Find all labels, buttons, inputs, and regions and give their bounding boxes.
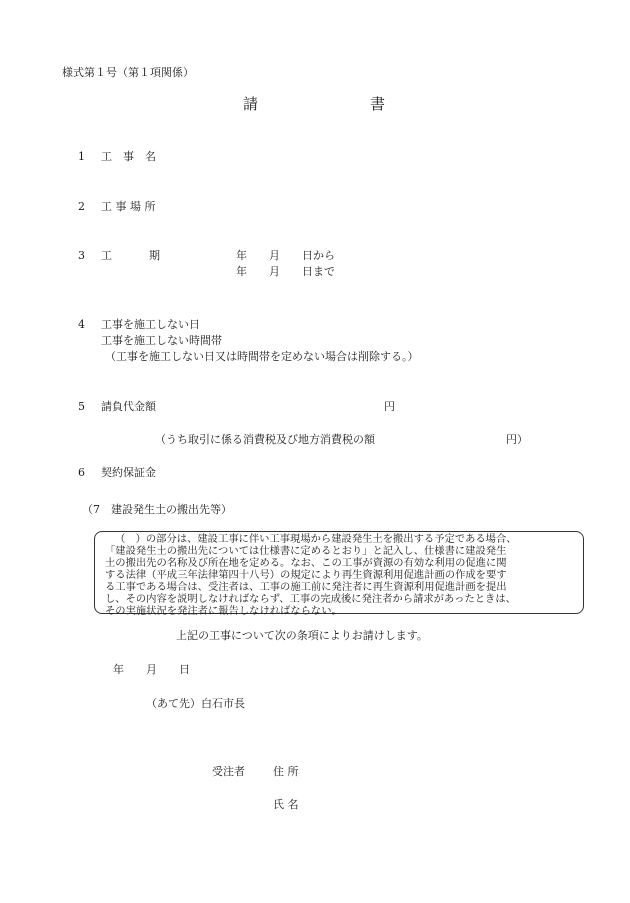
contractor-name-label: 氏 名 — [273, 798, 299, 811]
addressee: （あて先）白石市長 — [146, 697, 245, 710]
soil-note-line: 土の搬出先の名称及び所在地を定める。なお、この工事が資源の有効な利用の促進に関 — [105, 557, 507, 569]
period-from-line: 年 月 日から — [236, 249, 335, 262]
document-title-char-1: 請 — [243, 95, 259, 113]
period-label-b: 期 — [149, 249, 160, 262]
soil-note-line: （ ）の部分は、建設工事に伴い工事現場から建設発生土を搬出する予定である場合、 — [115, 533, 517, 545]
construction-name-label: 工 事 名 — [101, 150, 156, 163]
no-work-hours-label: 工事を施工しない時間帯 — [101, 334, 222, 347]
item-number-6: 6 — [78, 466, 85, 479]
contract-amount-label: 請負代金額 — [101, 400, 156, 413]
form-number: 様式第１号（第１項関係） — [62, 66, 194, 79]
contractor-address-label: 住 所 — [273, 765, 299, 778]
item-number-2: 2 — [78, 200, 85, 213]
acceptance-statement: 上記の工事について次の条項によりお請けします。 — [176, 629, 428, 642]
no-work-days-label: 工事を施工しない日 — [101, 318, 200, 331]
soil-note-line: る工事である場合は、受注者は、工事の施工前に発注者に再生資源利用促進計画を提出 — [105, 581, 507, 593]
construction-site-label: 工 事 場 所 — [101, 200, 156, 213]
tax-amount-yen: 円） — [506, 433, 528, 446]
item-number-1: 1 — [78, 150, 85, 163]
period-to-line: 年 月 日まで — [236, 265, 335, 278]
item-number-3: 3 — [78, 249, 85, 262]
tax-amount-note: （うち取引に係る消費税及び地方消費税の額 — [155, 433, 375, 446]
soil-note-line: する法律（平成三年法律第四十八号）の規定により再生資源利用促進計画の作成を要す — [105, 569, 507, 581]
soil-destination-label: （7 建設発生土の搬出先等） — [82, 503, 232, 516]
soil-note-line: 「建設発生土の搬出先については仕様書に定めるとおり」と記入し、仕様書に建設発生 — [105, 545, 507, 557]
contractor-role: 受注者 — [212, 765, 245, 778]
date-line: 年 月 日 — [113, 663, 190, 676]
guarantee-label: 契約保証金 — [101, 466, 156, 479]
contract-amount-yen: 円 — [384, 400, 395, 413]
document-title-char-2: 書 — [370, 95, 386, 113]
no-work-note: （工事を施工しない日又は時間帯を定めない場合は削除する。） — [105, 350, 419, 363]
period-label-a: 工 — [101, 249, 112, 262]
soil-note-line: し、その内容を説明しなければならず、工事の完成後に発注者から請求があったときは、 — [105, 593, 516, 605]
item-number-4: 4 — [78, 318, 85, 331]
soil-note-line: その実施状況を発注者に報告しなければならない。 — [105, 605, 342, 617]
soil-note — [105, 533, 575, 617]
item-number-5: 5 — [78, 400, 85, 413]
